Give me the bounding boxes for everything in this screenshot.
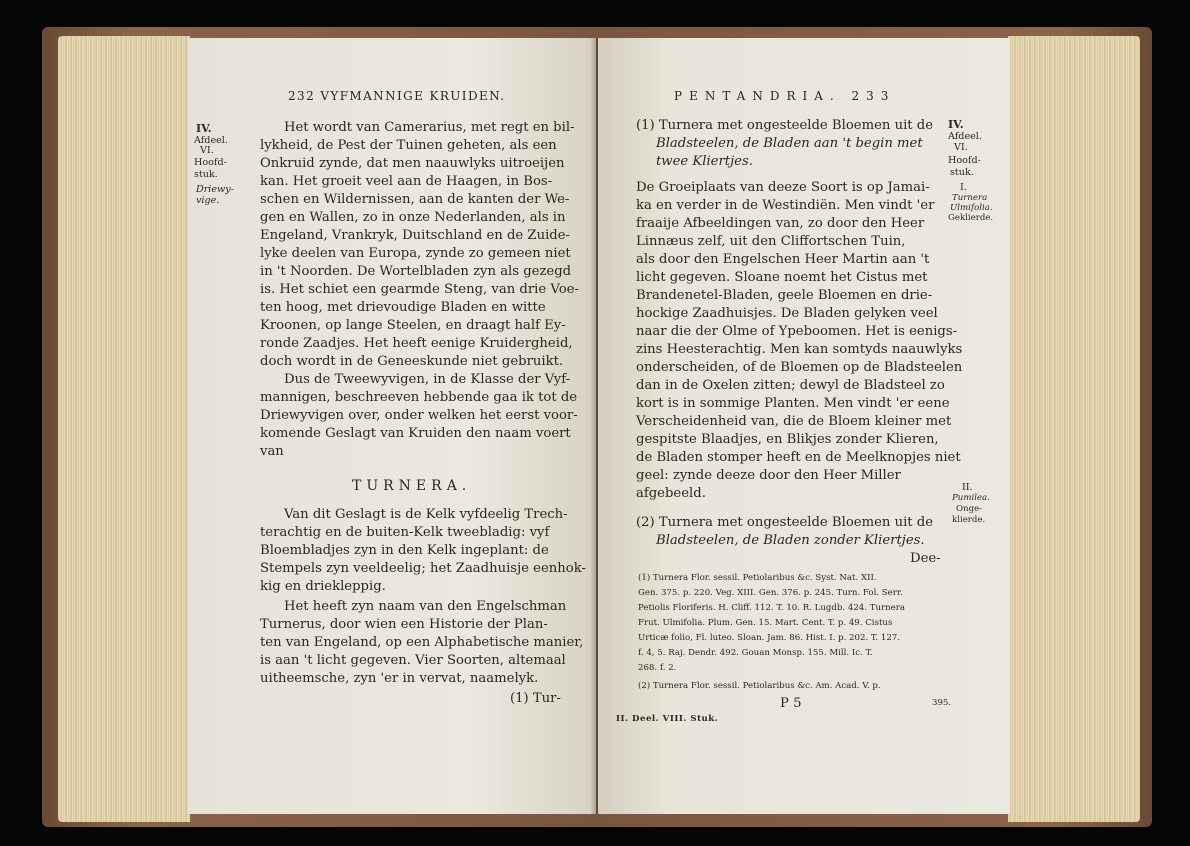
text-line: naar die der Olme of Ypeboomen. Het is eenigs- [636,324,958,339]
text-line: de Bladen stomper heeft en de Meelknopjes niet [636,450,961,465]
text-line: mannigen, beschreeven hebbende gaa ik tot de [260,390,578,405]
right-page [598,38,1010,814]
text-line: in 't Noorden. De Wortelbladen zyn als gezegd [260,264,572,279]
text-line: Van dit Geslagt is de Kelk vyfdeelig Trech- [284,507,568,522]
text-line: (2) Turnera met ongesteelde Bloemen uit de [636,515,934,530]
text-line: Linnæus zelf, uit den Cliffortschen Tuin, [636,234,906,249]
text-line: ten van Engeland, op een Alphabetische manier, [260,635,584,650]
left-page [188,38,596,814]
footnote-line: Gen. 375. p. 220. Veg. XIII. Gen. 376. p. 245. Turn. Fol. Serr. [638,588,903,598]
margin-note: VI. [954,142,968,153]
margin-note: vige. [196,195,220,206]
text-line: schen en Wildernissen, aan de kanten der We- [260,192,570,207]
margin-note: stuk. [950,167,974,178]
text-line: Onkruid zynde, dat men naauwlyks uitroeijen [260,156,565,171]
footnote-line: (1) Turnera Flor. sessil. Petiolaribus &c. Syst. Nat. XII. [638,573,877,583]
text-line: fraaije Afbeeldingen van, zo door den Heer [636,216,925,231]
footnote-line: Frut. Ulmifolia. Plum. Gen. 15. Mart. Cent. T. p. 49. Cistus [638,618,893,628]
text-line: is. Het schiet een gearmde Steng, van drie Voe- [260,282,579,297]
margin-note: Pumilea. [952,493,990,503]
right-running-head: PENTANDRIA. 233 [674,89,896,103]
left-page-edges [58,36,190,822]
margin-note: VI. [200,145,214,156]
text-line: terachtig en de buiten-Kelk tweebladig: vyf [260,525,550,540]
text-line: ronde Zaadjes. Het heeft eenige Kruidergheid, [260,336,573,351]
text-line: Bloembladjes zyn in den Kelk ingeplant: de [260,543,549,558]
margin-note: Driewy- [196,184,234,195]
footnote-line: Petiolis Floriferis. H. Cliff. 112. T. 10. R. Lugdb. 424. Turnera [638,603,905,613]
text-line: Bladsteelen, de Bladen zonder Kliertjes. [656,533,925,548]
margin-note: Afdeel. [948,131,982,142]
volume-footer: II. Deel. VIII. Stuk. [616,714,719,724]
catchword: Dee- [910,551,941,566]
text-line: Turnerus, door wien een Historie der Plan- [260,617,548,632]
margin-note: II. [962,482,973,493]
text-line: gespitste Blaadjes, en Blikjes zonder Klieren, [636,432,939,447]
margin-note: Afdeel. [194,135,228,146]
text-line: Het wordt van Camerarius, met regt en bil- [284,120,575,135]
page-reference: 395. [932,698,952,708]
text-line: ten hoog, met drievoudige Bladen en witte [260,300,546,315]
text-line: Verscheidenheid van, die de Bloem kleiner met [636,414,952,429]
text-line: lykheid, de Pest der Tuinen geheten, als een [260,138,557,153]
text-line: Bladsteelen, de Bladen aan 't begin met [656,136,923,151]
text-line: gen en Wallen, zo in onze Nederlanden, als in [260,210,566,225]
margin-note: klierde. [952,515,986,525]
text-line: kort is in sommige Planten. Men vindt 'er eene [636,396,950,411]
signature-mark: P 5 [780,696,802,711]
text-line: Het heeft zyn naam van den Engelschman [284,599,567,614]
text-line: onderscheiden, of de Bloemen op de Bladsteelen [636,360,963,375]
text-line: (1) Turnera met ongesteelde Bloemen uit de [636,118,934,133]
margin-note: Turnera [952,193,988,203]
text-line: zins Heesterachtig. Men kan somtyds naauwlyks [636,342,963,357]
margin-note: IV. [948,118,964,131]
text-line: afgebeeld. [636,486,706,501]
left-running-head: 232 VYFMANNIGE KRUIDEN. [288,89,506,103]
text-line: Engeland, Vrankryk, Duitschland en de Zuide- [260,228,571,243]
margin-note: IV. [196,122,212,135]
footnote-line: 268. f. 2. [638,663,677,673]
text-line: doch wordt in de Geneeskunde niet gebruikt. [260,354,564,369]
section-title: TURNERA. [352,478,472,494]
margin-note: Ulmifolia. [950,203,993,213]
text-line: is aan 't licht gegeven. Vier Soorten, altemaal [260,653,566,668]
text-line: als door den Engelschen Heer Martin aan 't [636,252,930,267]
text-line: twee Kliertjes. [656,154,753,169]
text-line: Driewyvigen over, onder welken het eerst voor- [260,408,578,423]
text-line: hockige Zaadhuisjes. De Bladen gelyken veel [636,306,938,321]
text-line: Stempels zyn veeldeelig; het Zaadhuisje eenhok- [260,561,586,576]
text-line: kan. Het groeit veel aan de Haagen, in Bos- [260,174,553,189]
footnote-line: Urticæ folio, Fl. luteo. Sloan. Jam. 86. Hist. I. p. 202. T. 127. [638,633,900,643]
footnote-line: f. 4, 5. Raj. Dendr. 492. Gouan Monsp. 155. Mill. Ic. T. [638,648,873,658]
right-page-edges [1008,36,1140,822]
catchword: (1) Tur- [510,691,561,706]
text-line: kig en driekleppig. [260,579,386,594]
margin-note: Onge- [956,504,983,514]
margin-note: I. [960,182,967,193]
margin-note: Hoofd- [194,157,227,168]
text-line: Brandenetel-Bladen, geele Bloemen en drie- [636,288,933,303]
margin-note: Hoofd- [948,155,981,166]
text-line: dan in de Oxelen zitten; dewyl de Bladsteel zo [636,378,945,393]
text-line: licht gegeven. Sloane noemt het Cistus met [636,270,928,285]
text-line: Kroonen, op lange Steelen, en draagt half Ey- [260,318,566,333]
text-line: Dus de Tweewyvigen, in de Klasse der Vyf- [284,372,571,387]
margin-note: stuk. [194,169,218,180]
text-line: lyke deelen van Europa, zynde zo gemeen niet [260,246,571,261]
text-line: ka en verder in de Westindiën. Men vindt 'er [636,198,935,213]
text-line: van [260,444,284,459]
footnote-line: (2) Turnera Flor. sessil. Petiolaribus &c. Am. Acad. V. p. [638,681,881,691]
text-line: komende Geslagt van Kruiden den naam voert [260,426,571,441]
text-line: uitheemsche, zyn 'er in vervat, naamelyk. [260,671,539,686]
margin-note: Geklierde. [948,213,994,223]
text-line: De Groeiplaats van deeze Soort is op Jamai- [636,180,930,195]
text-line: geel: zynde deeze door den Heer Miller [636,468,901,483]
